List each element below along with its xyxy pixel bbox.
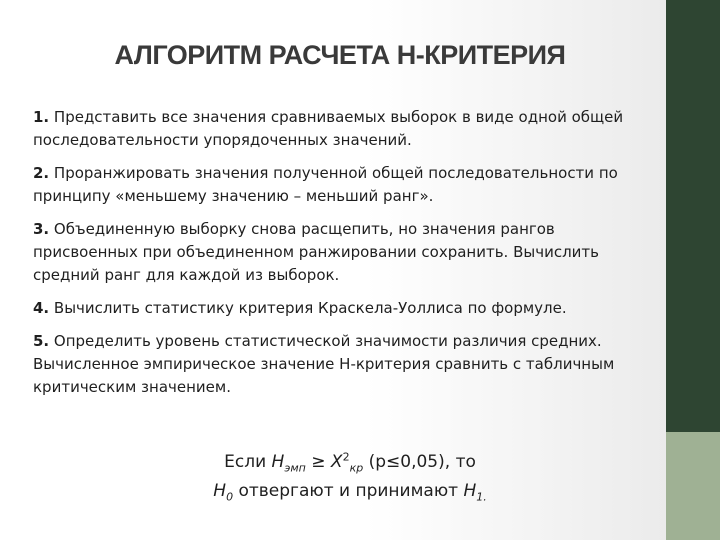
step-item [33,162,653,208]
decision-rule-line-1 [150,448,550,477]
decorative-sidebar [666,0,720,540]
step-number: 3. [33,220,50,238]
formula-condition: (p≤0,05), то [363,452,476,472]
chi-sub: кр [349,461,364,475]
h0-sub: 0 [226,490,234,504]
step-item [33,330,653,399]
step-number: 4. [33,299,50,317]
decision-rule [150,448,550,506]
step-item [33,297,653,320]
h0-var: Н [213,481,227,501]
sidebar-light-block [666,432,720,540]
formula-operator: ≥ [305,452,331,472]
step-item [33,218,653,287]
step-number: 2. [33,164,50,182]
step-number: 5. [33,332,50,350]
step-text: Объединенную выборку снова расщепить, но значения рангов присвоенных при объединенном ранжировании сохранить. Вычислить средний ранг для каждой из выборок. [33,220,599,284]
algorithm-steps [33,106,653,409]
step-text: Вычислить статистику критерия Краскела-Уоллиса по формуле. [49,299,567,317]
step-text: Представить все значения сравниваемых выборок в виде одной общей последовательности упорядоченных значений. [33,108,624,149]
chi-var: Χ [330,452,343,472]
chi-sup: 2 [342,450,350,464]
formula-prefix: Если [224,452,272,472]
step-item [33,106,653,152]
h1-var: Н [463,481,477,501]
h1-sub: 1. [476,490,487,504]
step-text: Проранжировать значения полученной общей последовательности по принципу «меньшему значению – меньший ранг». [33,164,618,205]
step-text: Определить уровень статистической значимости различия средних. Вычисленное эмпирическое значение Н-критерия сравнить с табличным критическим значением. [33,332,615,396]
decision-rule-line-2 [150,477,550,506]
h-empirical-var: Н [271,452,285,472]
h-empirical-sub: эмп [284,461,306,475]
sidebar-dark-block [666,0,720,432]
step-number: 1. [33,108,50,126]
formula-middle: отвергают и принимают [233,481,464,501]
slide-title: АЛГОРИТМ РАСЧЕТА Н-КРИТЕРИЯ [114,40,566,70]
